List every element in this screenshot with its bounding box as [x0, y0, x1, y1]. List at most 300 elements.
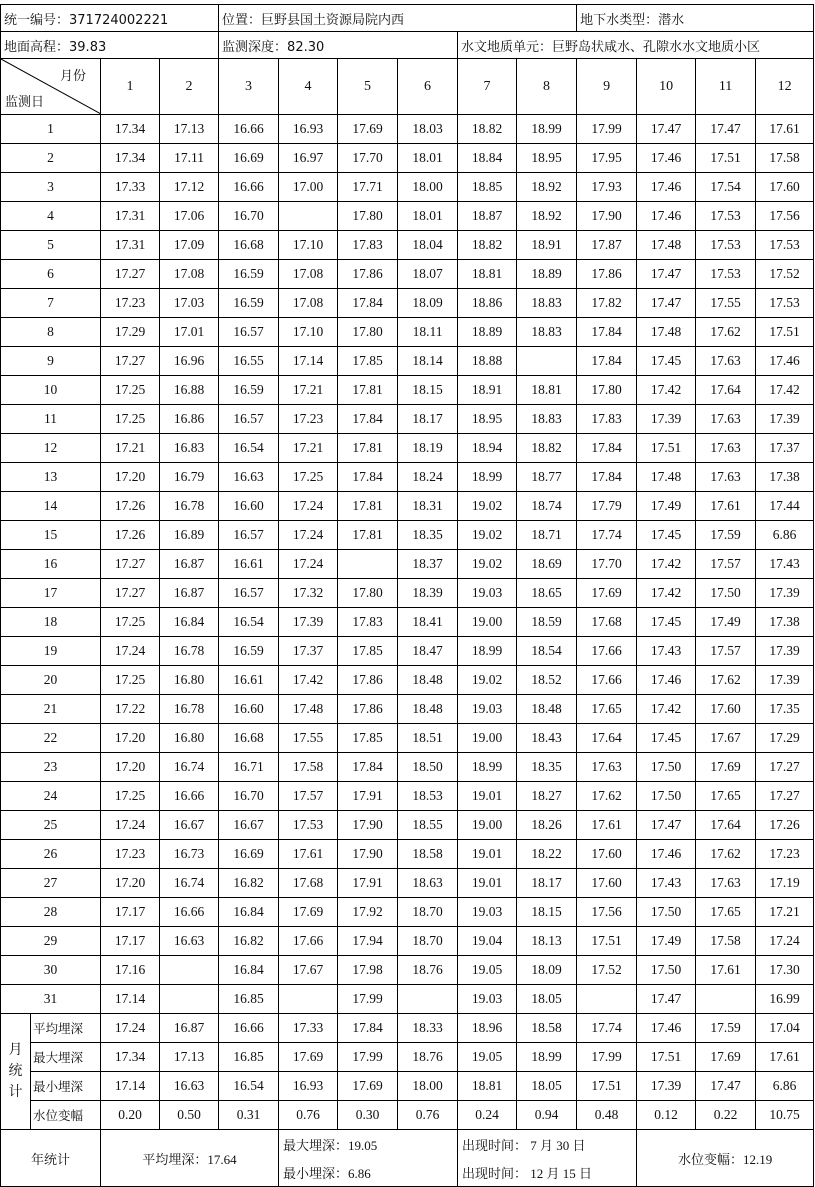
table-row	[1, 144, 814, 173]
depth-cell: 17.84	[338, 463, 398, 492]
depth-cell: 17.69	[696, 753, 756, 782]
stat-cell: 16.54	[219, 1072, 279, 1101]
depth-cell: 17.53	[696, 202, 756, 231]
stat-cell: 16.63	[160, 1072, 219, 1101]
stat-cell: 17.46	[637, 1014, 696, 1043]
depth-cell: 18.89	[458, 318, 517, 347]
depth-cell: 17.67	[696, 724, 756, 753]
depth-cell: 17.85	[338, 637, 398, 666]
depth-cell: 17.86	[338, 666, 398, 695]
depth-cell: 17.23	[756, 840, 814, 869]
depth-cell: 17.26	[101, 521, 160, 550]
monitoring-table	[0, 4, 814, 1187]
depth-cell: 16.57	[219, 579, 279, 608]
stat-cell: 17.99	[577, 1043, 637, 1072]
depth-cell: 17.37	[756, 434, 814, 463]
depth-cell: 17.12	[160, 173, 219, 202]
depth-cell: 18.09	[398, 289, 458, 318]
depth-cell: 17.83	[577, 405, 637, 434]
depth-cell: 17.16	[101, 956, 160, 985]
depth-cell: 17.06	[160, 202, 219, 231]
depth-cell: 18.74	[517, 492, 577, 521]
depth-cell: 19.02	[458, 666, 517, 695]
depth-cell: 17.55	[696, 289, 756, 318]
depth-cell: 17.87	[577, 231, 637, 260]
depth-cell: 17.20	[101, 753, 160, 782]
month-header: 7	[458, 59, 517, 115]
depth-cell: 16.69	[219, 840, 279, 869]
table-row	[1, 956, 814, 985]
depth-cell: 16.59	[219, 289, 279, 318]
depth-cell	[279, 202, 338, 231]
depth-cell: 18.48	[398, 695, 458, 724]
day-label: 31	[1, 985, 101, 1014]
depth-cell: 18.17	[517, 869, 577, 898]
day-label: 16	[1, 550, 101, 579]
depth-cell: 17.22	[101, 695, 160, 724]
depth-cell: 17.46	[637, 666, 696, 695]
depth-cell: 17.57	[696, 637, 756, 666]
depth-cell: 18.99	[458, 753, 517, 782]
depth-cell: 17.86	[338, 695, 398, 724]
depth-cell: 17.48	[637, 231, 696, 260]
depth-cell: 17.20	[101, 463, 160, 492]
depth-cell: 17.98	[338, 956, 398, 985]
day-label: 10	[1, 376, 101, 405]
depth-cell: 18.83	[517, 318, 577, 347]
depth-cell: 17.47	[637, 289, 696, 318]
depth-cell: 16.74	[160, 753, 219, 782]
depth-cell: 16.82	[219, 927, 279, 956]
table-row	[1, 231, 814, 260]
depth-cell: 18.13	[517, 927, 577, 956]
depth-cell: 18.22	[517, 840, 577, 869]
depth-cell: 18.81	[458, 260, 517, 289]
table-row	[1, 695, 814, 724]
depth-cell: 17.46	[637, 173, 696, 202]
stat-cell: 10.75	[756, 1101, 814, 1130]
depth-cell: 17.86	[577, 260, 637, 289]
depth-cell: 16.80	[160, 666, 219, 695]
depth-cell: 17.66	[279, 927, 338, 956]
depth-cell: 17.24	[101, 811, 160, 840]
depth-cell: 17.53	[756, 231, 814, 260]
depth-cell: 17.27	[101, 579, 160, 608]
depth-cell: 17.95	[577, 144, 637, 173]
stat-cell: 17.24	[101, 1014, 160, 1043]
depth-cell: 16.57	[219, 521, 279, 550]
day-label: 22	[1, 724, 101, 753]
depth-cell: 17.20	[101, 724, 160, 753]
depth-cell: 18.76	[398, 956, 458, 985]
day-label: 2	[1, 144, 101, 173]
depth-cell: 17.26	[101, 492, 160, 521]
depth-cell: 16.87	[160, 550, 219, 579]
depth-cell: 17.63	[696, 463, 756, 492]
depth-cell: 17.84	[577, 347, 637, 376]
location-cell	[219, 5, 577, 32]
depth-cell: 17.48	[637, 463, 696, 492]
stat-cell: 17.84	[338, 1014, 398, 1043]
stat-cell: 17.69	[279, 1043, 338, 1072]
depth-cell: 17.62	[696, 318, 756, 347]
depth-cell: 17.27	[756, 753, 814, 782]
yearly-min-time: 出现时间： 12 月 15 日	[458, 1158, 637, 1187]
depth-cell: 18.35	[398, 521, 458, 550]
gw-type-cell	[577, 5, 814, 32]
depth-cell: 17.46	[637, 202, 696, 231]
depth-cell: 17.53	[279, 811, 338, 840]
depth-cell: 18.14	[398, 347, 458, 376]
depth-cell: 17.51	[637, 434, 696, 463]
depth-cell: 17.38	[756, 463, 814, 492]
day-label: 11	[1, 405, 101, 434]
depth-cell: 18.54	[517, 637, 577, 666]
depth-cell: 16.88	[160, 376, 219, 405]
stat-cell: 16.66	[219, 1014, 279, 1043]
depth-cell: 17.83	[338, 608, 398, 637]
month-header: 3	[219, 59, 279, 115]
depth-cell: 16.74	[160, 869, 219, 898]
depth-cell: 16.97	[279, 144, 338, 173]
month-header: 4	[279, 59, 338, 115]
day-label: 6	[1, 260, 101, 289]
stat-cell: 0.20	[101, 1101, 160, 1130]
depth-cell: 17.69	[577, 579, 637, 608]
depth-cell: 18.99	[458, 463, 517, 492]
day-label: 25	[1, 811, 101, 840]
depth-cell: 17.83	[338, 231, 398, 260]
unified-id-label: 统一编号：	[4, 12, 70, 28]
depth-cell: 17.46	[637, 840, 696, 869]
depth-cell: 17.31	[101, 202, 160, 231]
table-row	[1, 202, 814, 231]
table-row	[1, 869, 814, 898]
depth-cell: 17.09	[160, 231, 219, 260]
depth-cell: 17.27	[756, 782, 814, 811]
depth-cell: 17.25	[279, 463, 338, 492]
hydro-unit-cell	[458, 32, 814, 59]
depth-cell: 16.73	[160, 840, 219, 869]
depth-cell: 17.25	[101, 376, 160, 405]
month-header: 11	[696, 59, 756, 115]
depth-cell: 16.66	[160, 898, 219, 927]
depth-cell: 17.63	[696, 405, 756, 434]
depth-cell: 19.03	[458, 898, 517, 927]
ground-elev-label: 地面高程：	[4, 39, 70, 55]
depth-cell: 16.70	[219, 782, 279, 811]
depth-cell: 18.15	[517, 898, 577, 927]
depth-cell: 17.24	[279, 521, 338, 550]
depth-cell: 17.50	[637, 753, 696, 782]
depth-cell: 16.71	[219, 753, 279, 782]
depth-cell: 18.82	[517, 434, 577, 463]
depth-cell: 18.85	[458, 173, 517, 202]
day-label: 3	[1, 173, 101, 202]
depth-cell: 17.80	[338, 318, 398, 347]
depth-cell: 17.90	[577, 202, 637, 231]
stat-cell: 16.93	[279, 1072, 338, 1101]
day-label: 15	[1, 521, 101, 550]
depth-cell: 17.24	[279, 492, 338, 521]
depth-cell: 16.60	[219, 695, 279, 724]
month-header: 6	[398, 59, 458, 115]
depth-cell: 18.87	[458, 202, 517, 231]
table-row	[1, 898, 814, 927]
depth-cell: 17.11	[160, 144, 219, 173]
stat-cell: 17.99	[338, 1043, 398, 1072]
depth-cell: 17.25	[101, 405, 160, 434]
table-row	[1, 289, 814, 318]
depth-cell: 18.43	[517, 724, 577, 753]
depth-cell: 19.01	[458, 869, 517, 898]
day-label: 8	[1, 318, 101, 347]
stat-cell: 0.76	[279, 1101, 338, 1130]
depth-cell: 18.95	[458, 405, 517, 434]
depth-cell: 17.08	[279, 260, 338, 289]
depth-cell: 18.91	[517, 231, 577, 260]
depth-cell: 19.03	[458, 985, 517, 1014]
depth-cell: 17.32	[279, 579, 338, 608]
depth-cell: 17.13	[160, 115, 219, 144]
day-label: 27	[1, 869, 101, 898]
depth-cell: 18.94	[458, 434, 517, 463]
stat-cell: 0.76	[398, 1101, 458, 1130]
depth-cell: 17.10	[279, 318, 338, 347]
depth-cell: 17.26	[756, 811, 814, 840]
depth-cell: 17.60	[756, 173, 814, 202]
month-header: 8	[517, 59, 577, 115]
depth-cell: 17.47	[637, 115, 696, 144]
depth-cell: 17.52	[756, 260, 814, 289]
depth-cell: 18.04	[398, 231, 458, 260]
depth-cell: 17.79	[577, 492, 637, 521]
depth-cell: 17.81	[338, 434, 398, 463]
depth-cell: 17.39	[756, 579, 814, 608]
day-label: 5	[1, 231, 101, 260]
depth-cell: 16.59	[219, 376, 279, 405]
depth-cell: 17.70	[577, 550, 637, 579]
depth-cell: 19.03	[458, 579, 517, 608]
depth-cell: 18.65	[517, 579, 577, 608]
depth-cell: 17.56	[577, 898, 637, 927]
stat-cell: 17.04	[756, 1014, 814, 1043]
unified-id-cell	[1, 5, 219, 32]
depth-cell: 18.99	[458, 637, 517, 666]
depth-cell: 19.05	[458, 956, 517, 985]
depth-cell: 18.95	[517, 144, 577, 173]
depth-cell: 17.47	[637, 985, 696, 1014]
depth-cell: 17.42	[637, 550, 696, 579]
stat-cell: 18.81	[458, 1072, 517, 1101]
month-header: 10	[637, 59, 696, 115]
depth-cell: 17.66	[577, 637, 637, 666]
depth-cell: 18.50	[398, 753, 458, 782]
depth-cell	[338, 550, 398, 579]
stat-cell: 19.05	[458, 1043, 517, 1072]
table-row	[1, 637, 814, 666]
depth-cell: 17.74	[577, 521, 637, 550]
depth-cell: 17.25	[101, 666, 160, 695]
ground-elev-cell	[1, 32, 219, 59]
corner-day-label: 监测日	[5, 94, 45, 109]
ground-elev: 39.83	[69, 39, 107, 55]
table-row	[1, 579, 814, 608]
groundwater-report	[0, 4, 815, 1187]
table-row	[1, 666, 814, 695]
depth-cell: 16.59	[219, 637, 279, 666]
stat-row	[1, 1014, 814, 1043]
day-label: 23	[1, 753, 101, 782]
stat-cell: 0.24	[458, 1101, 517, 1130]
depth-cell: 18.63	[398, 869, 458, 898]
day-label: 29	[1, 927, 101, 956]
depth-cell: 17.21	[279, 434, 338, 463]
depth-cell: 17.64	[696, 811, 756, 840]
yearly-avg: 平均埋深：17.64	[101, 1130, 279, 1187]
depth-cell: 17.91	[338, 869, 398, 898]
table-row	[1, 811, 814, 840]
table-row	[1, 376, 814, 405]
depth-cell: 17.14	[101, 985, 160, 1014]
depth-cell: 17.50	[637, 898, 696, 927]
depth-cell: 17.51	[756, 318, 814, 347]
depth-cell: 17.24	[101, 637, 160, 666]
depth-cell: 19.00	[458, 608, 517, 637]
stat-cell: 17.39	[637, 1072, 696, 1101]
depth-cell: 16.67	[219, 811, 279, 840]
depth-cell: 17.69	[279, 898, 338, 927]
depth-cell: 16.57	[219, 405, 279, 434]
depth-cell: 19.01	[458, 782, 517, 811]
month-header: 1	[101, 59, 160, 115]
month-header: 12	[756, 59, 814, 115]
depth-cell: 18.35	[517, 753, 577, 782]
depth-cell: 17.58	[696, 927, 756, 956]
monthly-stats-label	[1, 1014, 31, 1130]
stat-row	[1, 1101, 814, 1130]
header-row-1	[1, 5, 814, 32]
depth-cell: 17.39	[756, 637, 814, 666]
depth-cell: 17.53	[696, 260, 756, 289]
depth-cell: 17.46	[637, 144, 696, 173]
depth-cell: 17.84	[577, 434, 637, 463]
day-label: 24	[1, 782, 101, 811]
table-row	[1, 173, 814, 202]
depth-cell: 17.23	[101, 289, 160, 318]
depth-cell: 17.43	[637, 637, 696, 666]
depth-cell: 17.48	[279, 695, 338, 724]
depth-cell: 6.86	[756, 521, 814, 550]
depth-cell: 17.45	[637, 608, 696, 637]
depth-cell: 18.09	[517, 956, 577, 985]
depth-cell: 17.39	[756, 666, 814, 695]
stat-cell: 18.00	[398, 1072, 458, 1101]
gw-type: 潜水	[658, 12, 685, 28]
depth-cell: 19.03	[458, 695, 517, 724]
depth-cell: 17.57	[696, 550, 756, 579]
depth-cell: 17.08	[160, 260, 219, 289]
depth-cell: 18.26	[517, 811, 577, 840]
depth-cell: 18.48	[517, 695, 577, 724]
corner-month-label: 月份	[59, 68, 86, 83]
stat-row	[1, 1072, 814, 1101]
depth-cell	[398, 985, 458, 1014]
depth-cell: 17.38	[756, 608, 814, 637]
depth-cell: 17.84	[577, 463, 637, 492]
table-row	[1, 782, 814, 811]
depth-cell: 16.66	[160, 782, 219, 811]
stat-cell: 17.34	[101, 1043, 160, 1072]
depth-cell: 17.65	[577, 695, 637, 724]
depth-cell: 18.84	[458, 144, 517, 173]
depth-cell: 16.93	[279, 115, 338, 144]
depth-cell: 18.71	[517, 521, 577, 550]
depth-cell: 16.79	[160, 463, 219, 492]
depth-cell	[517, 347, 577, 376]
depth-cell: 16.63	[219, 463, 279, 492]
depth-cell: 17.69	[338, 115, 398, 144]
table-row	[1, 434, 814, 463]
stat-cell: 17.33	[279, 1014, 338, 1043]
table-row	[1, 318, 814, 347]
depth-cell: 18.92	[517, 173, 577, 202]
day-label: 4	[1, 202, 101, 231]
yearly-max: 最大埋深：19.05	[279, 1130, 458, 1159]
stat-cell: 0.12	[637, 1101, 696, 1130]
depth-cell: 17.39	[637, 405, 696, 434]
location: 巨野县国土资源局院内西	[261, 12, 405, 28]
depth-cell: 17.80	[338, 202, 398, 231]
depth-cell: 19.02	[458, 550, 517, 579]
unified-id: 371724002221	[69, 12, 169, 28]
depth-cell: 17.01	[160, 318, 219, 347]
depth-cell: 18.00	[398, 173, 458, 202]
depth-cell: 18.37	[398, 550, 458, 579]
depth-cell: 17.54	[696, 173, 756, 202]
depth-cell: 18.47	[398, 637, 458, 666]
depth-cell: 17.57	[279, 782, 338, 811]
depth-cell: 17.49	[637, 492, 696, 521]
day-label: 26	[1, 840, 101, 869]
stat-cell: 16.85	[219, 1043, 279, 1072]
depth-cell: 17.39	[756, 405, 814, 434]
depth-cell: 17.90	[338, 840, 398, 869]
depth-cell: 16.78	[160, 637, 219, 666]
stat-cell: 0.94	[517, 1101, 577, 1130]
depth-cell: 17.53	[696, 231, 756, 260]
depth-cell	[279, 985, 338, 1014]
depth-cell: 17.50	[696, 579, 756, 608]
depth-cell: 16.55	[219, 347, 279, 376]
depth-cell: 16.66	[219, 115, 279, 144]
depth-cell: 17.48	[637, 318, 696, 347]
depth-cell: 18.55	[398, 811, 458, 840]
day-label: 17	[1, 579, 101, 608]
depth-cell: 17.93	[577, 173, 637, 202]
depth-cell: 17.61	[696, 956, 756, 985]
depth-cell: 18.53	[398, 782, 458, 811]
depth-cell: 18.83	[517, 289, 577, 318]
month-header-row	[1, 59, 814, 115]
depth-cell: 18.31	[398, 492, 458, 521]
depth-cell: 17.27	[101, 260, 160, 289]
depth-cell: 18.39	[398, 579, 458, 608]
day-label: 28	[1, 898, 101, 927]
depth-cell: 17.43	[756, 550, 814, 579]
depth-cell: 18.88	[458, 347, 517, 376]
depth-cell: 17.84	[577, 318, 637, 347]
